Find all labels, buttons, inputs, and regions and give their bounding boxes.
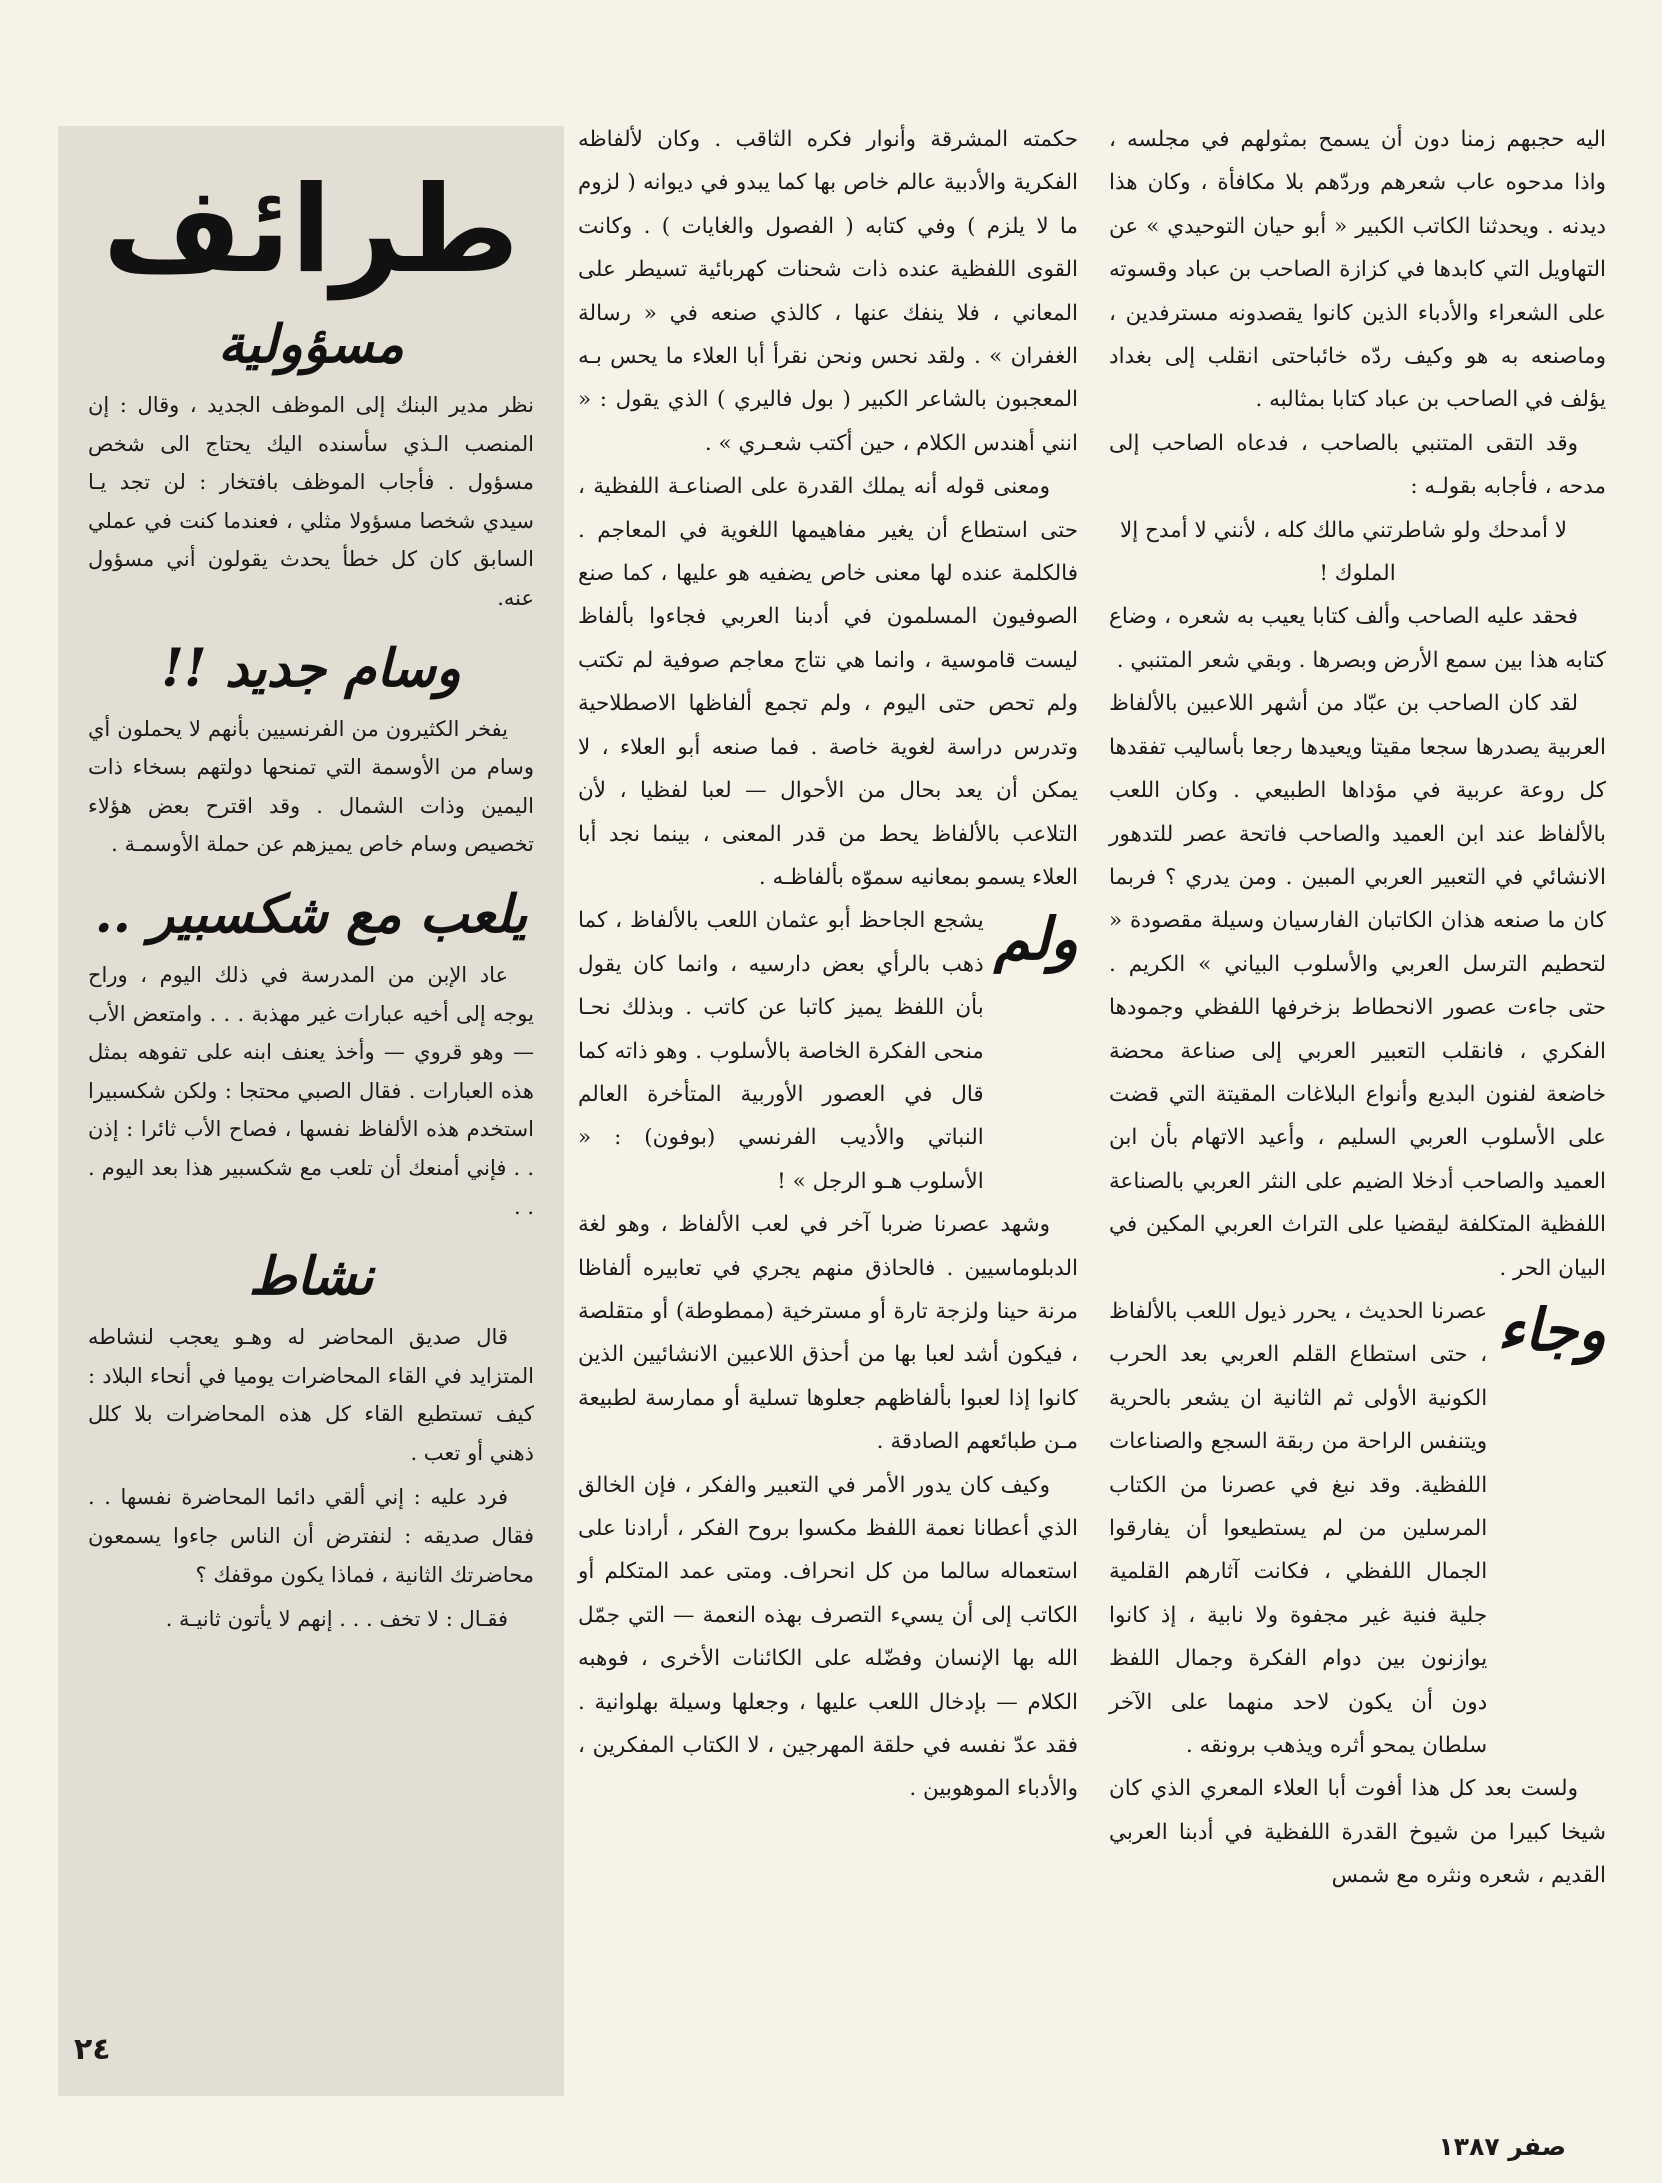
anecdote-text: فقـال : لا تخف . . . إنهم لا يأتون ثانيـة . bbox=[165, 1607, 508, 1632]
anecdote-text: فرد عليه : إني ألقي دائما المحاضرة نفسها . . فقال صديقه : لنفترض أن الناس جاءوا يسمعون محاضرتك الثانية ، فماذا يكون موقفك ؟ bbox=[88, 1485, 534, 1587]
paragraph: حكمته المشرقة وأنوار فكره الثاقب . وكان لألفاظه الفكرية والأدبية عالم خاص بها كما يبدو في ديوانه ( لزوم ما لا يلزم ) وفي كتابه ( الفصول والغايات ) . وكانت القوى اللفظية عنده ذات شحنات كهربائية تسيطر على المعاني ، فلا ينفك عنها ، كالذي صنعه في « رسالة الغفران » . ولقد نحس ونحن نقرأ أبا العلاء ما يحس بـه المعجبون بالشاعر الكبير ( بول فاليري ) الذي يقول : « انني أهندس الكلام ، حين أكتب شعـري » . bbox=[578, 127, 1078, 456]
dropcap-word: ولم bbox=[993, 905, 1078, 974]
paragraph: فحقد عليه الصاحب وألف كتابا يعيب به شعره ، وضاع كتابه هذا بين سمع الأرض وبصرها . وبقي شعر المتنبي . bbox=[1109, 604, 1606, 673]
paragraph: وقد التقى المتنبي بالصاحب ، فدعاه الصاحب إلى مدحه ، فأجابه بقولـه : bbox=[1109, 430, 1606, 500]
paragraph: ولست بعد كل هذا أفوت أبا العلاء المعري الذي كان شيخا كبيرا من شيوخ القدرة اللفظية في أدبنا العربي القديم ، شعره ونثره مع شمس bbox=[1109, 1776, 1606, 1889]
paragraph: اليه حجبهم زمنا دون أن يسمح بمثولهم في مجلسه ، واذا مدحوه عاب شعرهم وردّهم بلا مكافأة ، وكان هذا ديدنه . ويحدثنا الكاتب الكبير « أبو حيان التوحيدي » عن التهاويل التي كابدها في كزازة الصاحب بن عباد وقسوته على الشعراء والأدباء الذين كانوا يقصدونه مسترفدين ، وماصنعه به هو وكيف ردّه خائباحتى انقلب إلى بغداد يؤلف في الصاحب بن عباد كتابا بمثالبه . bbox=[1109, 127, 1606, 413]
anecdote-heading: مسؤولية bbox=[218, 314, 404, 375]
anecdote-text: قال صديق المحاضر له وهـو يعجب لنشاطه المتزايد في القاء المحاضرات يوميا في أنحاء البلاد : كيف تستطيع القاء كل هذه المحاضرات بلا كلل ذهني أو تعب . bbox=[88, 1325, 534, 1465]
poem-verse: لا أمدحك ولو شاطرتني مالك كله ، لأنني لا أمدح إلا الملوك ! bbox=[1119, 517, 1568, 587]
anecdote-text: نظر مدير البنك إلى الموظف الجديد ، وقال : إن المنصب الـذي سأسنده اليك يحتاج الى شخص مسؤول . فأجاب الموظف بافتخار : لن تجد يـا سيدي شخصا مسؤولا مثلي ، فعندما كنت في عملي السابق كان كل خطأ يحدث يقولون أني مسؤول عنه. bbox=[88, 393, 534, 610]
paragraph: وكيف كان يدور الأمر في التعبير والفكر ، فإن الخالق الذي أعطانا نعمة اللفظ مكسوا بروح الفكر ، أرادنا على استعماله سالما من كل انحراف. ومتى عمد المتكلم أو الكاتب إلى أن يسيء التصرف بهذه النعمة — التي جمّل الله بها الإنسان وفضّله على الكائنات الأخرى ، فوهبه الكلام — بإدخال اللعب عليها ، وجعلها وسيلة بهلوانية . فقد عدّ نفسه في حلقة المهرجين ، لا الكتاب المفكرين ، والأدباء الموهوبين . bbox=[578, 1472, 1078, 1802]
sidebar-logo-title: طرائف bbox=[102, 161, 520, 300]
page-number: ٢٤ bbox=[74, 2032, 111, 2067]
issue-date: صفر ١٣٨٧ bbox=[1438, 2132, 1566, 2161]
anecdote-text: عاد الإبن من المدرسة في ذلك اليوم ، وراح يوجه إلى أخيه عبارات غير مهذبة . . . وامتعض الأب — وهو قروي — وأخذ يعنف ابنه على تفوهه بمثل هذه العبارات . فقال الصبي محتجا : ولكن شكسبيرا استخدم هذه الألفاظ نفسها ، فصاح الأب ثائرا : إذن . . فإني أمنعك أن تلعب مع شكسبير هذا بعد اليوم . . . bbox=[88, 962, 534, 1219]
paragraph: عصرنا الحديث ، يحرر ذيول اللعب بالألفاظ ، حتى استطاع القلم العربي بعد الحرب الكونية الأولى ثم الثانية ان يشعر بالحرية ويتنفس الراحة من ربقة السجع والصناعات اللفظية. وقد نبغ في عصرنا من الكتاب المرسلين من لم يستطيعوا أن يفارقوا الجمال اللفظي ، فكانت آثارهم القلمية جلية فنية غير مجفوة ولا نابية ، إذ كانوا يوازنون بين دوام الفكرة وجمال اللفظ دون أن يكون لاحد منهما على الآخر سلطان يمحو أثره ويذهب برونقه . bbox=[1109, 1298, 1488, 1759]
anecdotes-sidebar bbox=[58, 126, 564, 2096]
anecdote-heading: وسام جديد !! bbox=[161, 637, 461, 699]
dropcap-paragraph bbox=[578, 899, 1078, 1203]
article-column-middle bbox=[578, 118, 1078, 1811]
anecdote-heading: يلعب مع شكسبير .. bbox=[94, 883, 528, 945]
paragraph: يشجع الجاحظ أبو عثمان اللعب بالألفاظ ، كما ذهب بالرأي بعض دارسيه ، وانما كان يقول بأن اللفظ يميز كاتبا عن كاتب . وبذلك نحـا منحى الفكرة الخاصة بالأسلوب . وهو ذاته كما قال في العصور الأوربية المتأخرة العالم النباتي والأديب الفرنسي (بوفون) : « الأسلوب هـو الرجل » ! bbox=[578, 908, 984, 1194]
paragraph: ومعنى قوله أنه يملك القدرة على الصناعـة اللفظية ، حتى استطاع أن يغير مفاهيمها اللغوية في المعاجم . فالكلمة عنده لها معنى خاص يضفيه هو عليها ، كما صنع الصوفيون المسلمون في أدبنا العربي فجاءوا بألفاظ ليست قاموسية ، وانما هي نتاج معاجم صوفية لم تكتب ولم تحص حتى اليوم ، ولم تجمع ألفاظها الاصطلاحية وتدرس دراسة لغوية خاصة . فما صنعه أبو العلاء ، لا يمكن أن يعد بحال من الأحوال — لعبا لفظيا ، لأن التلاعب بالألفاظ يحط من قدر المعنى ، بينما نجد أبا العلاء يسمو بمعانيه سموّه بألفاظـه . bbox=[578, 474, 1078, 890]
paragraph: لقد كان الصاحب بن عبّاد من أشهر اللاعبين بالألفاظ العربية يصدرها سجعا مقيتا ويعيدها رجعا بأساليب تفقدها كل روعة عربية في مؤداها الطبيعي . وكان اللعب بالألفاظ عند ابن العميد والصاحب فاتحة عصر للتدهور الانشائي في التعبير العربي المبين . ومن يدري ؟ فربما كان ما صنعه هذان الكاتبان الفارسيان وسيلة مقصودة « لتحطيم الترسل العربي والأسلوب البياني » الكريم . حتى جاءت عصور الانحطاط بزخرفها اللفظي وجمودها الفكري ، فانقلب التعبير العربي إلى صناعة محضة خاضعة لفنون البديع وأنواع البلاغات المقيتة التي قضت على الأسلوب العربي السليم ، وأعيد الاتهام بأن ابن العميد والصاحب أدخلا الضيم على النثر العربي بالصناعة اللفظية المتكلفة ليقضيا على التراث العربي المكين في البيان الحر . bbox=[1109, 691, 1606, 1281]
dropcap-paragraph bbox=[1109, 1290, 1606, 1767]
anecdote-text: يفخر الكثيرون من الفرنسيين بأنهم لا يحملون أي وسام من الأوسمة التي تمنحها دولتهم بسخاء ذات اليمين وذات الشمال . وقد اقترح بعض هؤلاء تخصيص وسام خاص يميزهم عن حملة الأوسمـة . bbox=[88, 716, 534, 857]
article-column-right bbox=[1109, 118, 1606, 1898]
anecdote-heading: نشاط bbox=[248, 1246, 374, 1308]
paragraph: وشهد عصرنا ضربا آخر في لعب الألفاظ ، وهو لغة الدبلوماسيين . فالحاذق منهم يجري في تعابيره ألفاظا مرنة حينا ولزجة تارة أو مسترخية (ممطوطة) أو متقلصة ، فيكون أشد لعبا بها من أحذق اللاعبين الانشائيين الذين كانوا إذا لعبوا بألفاظهم جعلوها تسلية أو ممارسة لطبيعة مـن طبائعهم الصادقة . bbox=[578, 1212, 1078, 1455]
dropcap-word: وجاء bbox=[1497, 1295, 1606, 1364]
